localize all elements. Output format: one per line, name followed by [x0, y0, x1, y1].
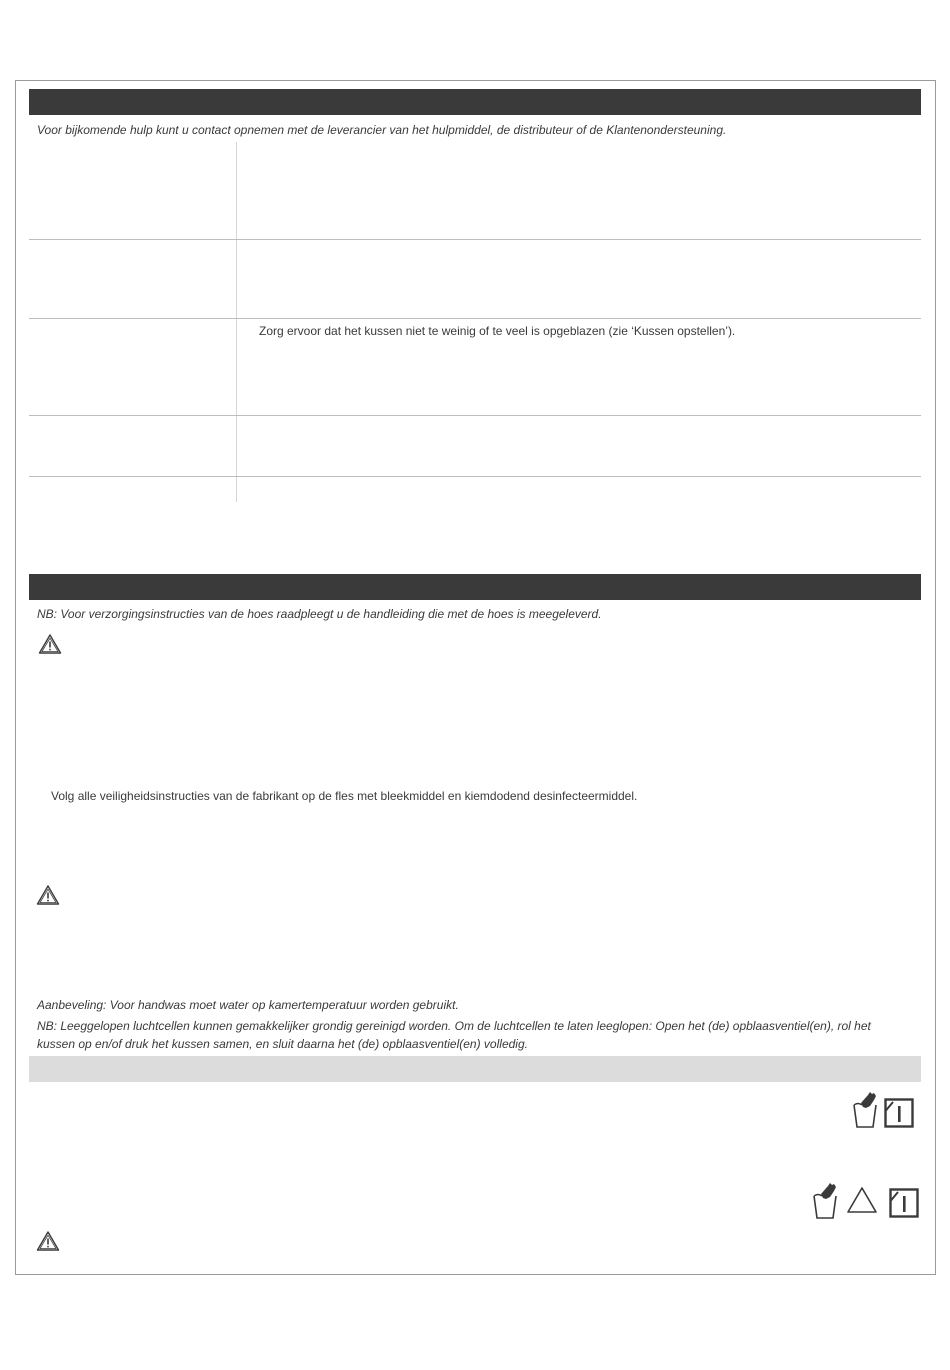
warning-triangle-icon	[38, 633, 62, 655]
line-dry-icon	[889, 1188, 919, 1218]
table-row-separator	[29, 318, 921, 319]
table-row-separator	[29, 415, 921, 416]
deflate-note: NB: Leeggelopen luchtcellen kunnen gemakkelijker grondig gereinigd worden. Om de luchtcellen te laten leeglopen: Open het (de) opblaasventiel(en), rol het kussen op en/of druk het kussen samen, en sluit daarna het (de) opblaasventiel(en) volledig.	[37, 1019, 871, 1051]
recommendation-note: Aanbeveling: Voor handwas moet water op kamertemperatuur worden gebruikt.	[37, 998, 459, 1012]
subsection-header	[29, 1056, 921, 1082]
warning-triangle-icon	[36, 884, 60, 906]
table-row-separator	[29, 476, 921, 477]
section-header-help	[29, 89, 921, 115]
cover-care-note: NB: Voor verzorgingsinstructies van de hoes raadpleegt u de handleiding die met de hoes is meegeleverd.	[37, 607, 602, 621]
hand-wash-icon	[852, 1091, 880, 1129]
section-header-care	[29, 574, 921, 600]
page-frame	[15, 80, 936, 1275]
safety-instructions: Volg alle veiligheidsinstructies van de fabrikant op de fles met bleekmiddel en kiemdodend desinfecteermiddel.	[51, 789, 638, 803]
warning-triangle-icon	[36, 1230, 60, 1252]
bleach-allowed-icon	[846, 1186, 878, 1214]
line-dry-icon	[884, 1098, 914, 1128]
hand-wash-icon	[812, 1182, 840, 1220]
table-row-separator	[29, 239, 921, 240]
table-divider	[236, 142, 237, 502]
table-cell-inflation: Zorg ervoor dat het kussen niet te weinig of te veel is opgeblazen (zie ‘Kussen opstellen’).	[259, 324, 736, 338]
help-note: Voor bijkomende hulp kunt u contact opnemen met de leverancier van het hulpmiddel, de distributeur of de Klantenondersteuning.	[37, 123, 727, 137]
